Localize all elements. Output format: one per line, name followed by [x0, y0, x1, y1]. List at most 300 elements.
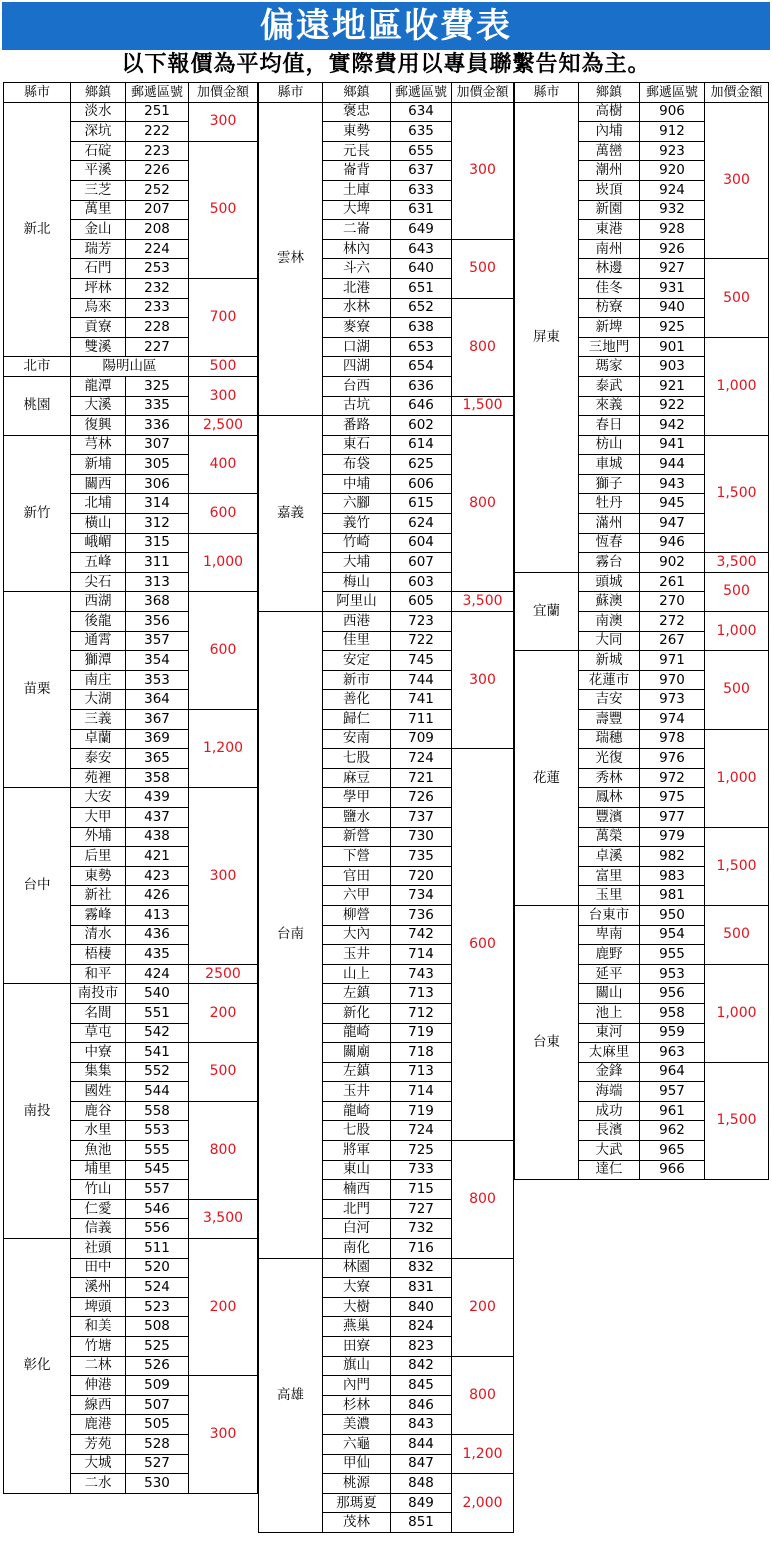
- zip-code: 555: [126, 1141, 189, 1161]
- town-name: 瑞芳: [71, 239, 126, 259]
- zip-code: 944: [640, 455, 705, 475]
- zip-code: 713: [391, 984, 452, 1004]
- zip-code: 223: [126, 141, 189, 161]
- zip-code: 735: [391, 847, 452, 867]
- town-name: 金山: [71, 220, 126, 240]
- county-name: 雲林: [259, 102, 323, 416]
- town-name: 內埔: [579, 122, 640, 142]
- town-name: 番路: [323, 416, 391, 436]
- zip-code: 603: [391, 572, 452, 592]
- table-row: [259, 102, 514, 122]
- surcharge-amount: 300: [189, 102, 258, 141]
- zip-code: 725: [391, 1141, 452, 1161]
- zip-code: 633: [391, 180, 452, 200]
- zip-code: 844: [391, 1434, 452, 1454]
- town-name: 新城: [579, 651, 640, 671]
- zip-code: 847: [391, 1454, 452, 1474]
- zip-code: 947: [640, 514, 705, 534]
- zip-code: 423: [126, 866, 189, 886]
- zip-code: 954: [640, 925, 705, 945]
- table-row: [4, 1239, 258, 1259]
- surcharge-amount: 600: [452, 749, 514, 1141]
- zip-code: 437: [126, 807, 189, 827]
- town-name: 雙溪: [71, 337, 126, 357]
- zip-code: 744: [391, 670, 452, 690]
- county-name: 花蓮: [515, 651, 579, 906]
- zip-code: 367: [126, 710, 189, 730]
- town-name: 新埔: [71, 455, 126, 475]
- town-name: 高樹: [579, 102, 640, 122]
- zip-code: 604: [391, 533, 452, 553]
- zip-code: 528: [126, 1434, 189, 1454]
- zip-code: 823: [391, 1337, 452, 1357]
- zip-code: 222: [126, 122, 189, 142]
- town-name: 北港: [323, 278, 391, 298]
- town-name: 大內: [323, 925, 391, 945]
- town-name: 龍崎: [323, 1101, 391, 1121]
- zip-code: 523: [126, 1297, 189, 1317]
- town-name: 五峰: [71, 553, 126, 573]
- zip-code: 435: [126, 945, 189, 965]
- zip-code: 312: [126, 514, 189, 534]
- town-name: 桃源: [323, 1474, 391, 1494]
- zip-code: 636: [391, 376, 452, 396]
- town-name: 達仁: [579, 1160, 640, 1180]
- town-name: 鹿野: [579, 945, 640, 965]
- zip-code: 643: [391, 239, 452, 259]
- header-zip: 郵遞區號: [640, 83, 705, 103]
- surcharge-amount: 500: [705, 572, 769, 611]
- town-name: 安定: [323, 651, 391, 671]
- zip-code: 943: [640, 474, 705, 494]
- zip-code: 720: [391, 866, 452, 886]
- zip-code: 714: [391, 1082, 452, 1102]
- surcharge-amount: 1,000: [189, 533, 258, 592]
- zip-code: 846: [391, 1395, 452, 1415]
- zip-code: 224: [126, 239, 189, 259]
- zip-code: 959: [640, 1023, 705, 1043]
- zip-code: 972: [640, 768, 705, 788]
- town-name: 名間: [71, 1003, 126, 1023]
- zip-code: 964: [640, 1062, 705, 1082]
- town-name: 關山: [579, 984, 640, 1004]
- zip-code: 736: [391, 905, 452, 925]
- town-name: 滿州: [579, 514, 640, 534]
- town-name: 竹塘: [71, 1337, 126, 1357]
- town-name: 貢寮: [71, 318, 126, 338]
- surcharge-amount: 400: [189, 435, 258, 494]
- table-row: [4, 102, 258, 122]
- town-name: 歸仁: [323, 710, 391, 730]
- table-row: [4, 357, 258, 377]
- town-name: 東勢: [71, 866, 126, 886]
- table-row: [4, 984, 258, 1004]
- town-name: 平溪: [71, 161, 126, 181]
- zip-code: 540: [126, 984, 189, 1004]
- zip-code: 228: [126, 318, 189, 338]
- zip-code: 638: [391, 318, 452, 338]
- zip-code: 426: [126, 886, 189, 906]
- town-name: 豐濱: [579, 807, 640, 827]
- zip-code: 640: [391, 259, 452, 279]
- zip-code: 925: [640, 318, 705, 338]
- town-name: 后里: [71, 847, 126, 867]
- town-name: 美濃: [323, 1415, 391, 1435]
- zip-code: 253: [126, 259, 189, 279]
- town-name: 學甲: [323, 788, 391, 808]
- town-name: 坪林: [71, 278, 126, 298]
- surcharge-amount: 800: [452, 1356, 514, 1434]
- table-header-row: [259, 83, 514, 103]
- surcharge-amount: 2,000: [452, 1474, 514, 1533]
- zip-code: 306: [126, 474, 189, 494]
- town-name: 後龍: [71, 612, 126, 632]
- town-name: 左鎮: [323, 984, 391, 1004]
- town-name: 鹿港: [71, 1415, 126, 1435]
- zip-code: 848: [391, 1474, 452, 1494]
- town-name: 東山: [323, 1160, 391, 1180]
- table-row: [259, 612, 514, 632]
- town-name: 新社: [71, 886, 126, 906]
- town-name: 中埔: [323, 474, 391, 494]
- town-name: 玉井: [323, 1082, 391, 1102]
- page-subtitle: 以下報價為平均值，實際費用以專員聯繫告知為主。: [121, 52, 651, 77]
- zip-code: 978: [640, 729, 705, 749]
- county-name: 苗栗: [4, 592, 71, 788]
- town-name: 埔里: [71, 1160, 126, 1180]
- town-name: 泰武: [579, 376, 640, 396]
- surcharge-amount: 3,500: [705, 553, 769, 573]
- town-name: 新市: [323, 670, 391, 690]
- surcharge-amount: 500: [452, 239, 514, 298]
- zip-code: 942: [640, 416, 705, 436]
- town-name: 尖石: [71, 572, 126, 592]
- zip-code: 976: [640, 749, 705, 769]
- zip-code: 926: [640, 239, 705, 259]
- town-name: 義竹: [323, 514, 391, 534]
- zip-code: 927: [640, 259, 705, 279]
- zip-code: 902: [640, 553, 705, 573]
- town-name: 瑪家: [579, 357, 640, 377]
- zip-code: 364: [126, 690, 189, 710]
- town-name: 花蓮市: [579, 670, 640, 690]
- town-name: 大同: [579, 631, 640, 651]
- header-zip: 郵遞區號: [126, 83, 189, 103]
- surcharge-amount: 1,500: [705, 827, 769, 905]
- town-name: 獅子: [579, 474, 640, 494]
- zip-code: 958: [640, 1003, 705, 1023]
- zip-code: 226: [126, 161, 189, 181]
- zip-code: 311: [126, 553, 189, 573]
- fee-table-column-2: [258, 82, 514, 1533]
- town-name: 卓蘭: [71, 729, 126, 749]
- town-name: 集集: [71, 1062, 126, 1082]
- surcharge-amount: 1,000: [705, 337, 769, 435]
- zip-code: 654: [391, 357, 452, 377]
- town-name: 草屯: [71, 1023, 126, 1043]
- town-name: 芎林: [71, 435, 126, 455]
- town-name: 陽明山區: [71, 357, 189, 377]
- zip-code: 315: [126, 533, 189, 553]
- town-name: 甲仙: [323, 1454, 391, 1474]
- town-name: 南澳: [579, 612, 640, 632]
- surcharge-amount: 600: [189, 494, 258, 533]
- town-name: 將軍: [323, 1141, 391, 1161]
- zip-code: 413: [126, 905, 189, 925]
- zip-code: 438: [126, 827, 189, 847]
- header-zip: 郵遞區號: [391, 83, 452, 103]
- zip-code: 901: [640, 337, 705, 357]
- zip-code: 553: [126, 1121, 189, 1141]
- surcharge-amount: 500: [705, 651, 769, 729]
- zip-code: 651: [391, 278, 452, 298]
- town-name: 田中: [71, 1258, 126, 1278]
- zip-code: 625: [391, 455, 452, 475]
- county-name: 南投: [4, 984, 71, 1239]
- town-name: 成功: [579, 1101, 640, 1121]
- town-name: 萬里: [71, 200, 126, 220]
- zip-code: 831: [391, 1278, 452, 1298]
- header-town: 鄉鎮: [71, 83, 126, 103]
- header-county: 縣市: [4, 83, 71, 103]
- surcharge-amount: 1,500: [705, 1062, 769, 1180]
- town-name: 通霄: [71, 631, 126, 651]
- zip-code: 982: [640, 847, 705, 867]
- town-name: 楠西: [323, 1180, 391, 1200]
- zip-code: 966: [640, 1160, 705, 1180]
- zip-code: 357: [126, 631, 189, 651]
- zip-code: 955: [640, 945, 705, 965]
- zip-code: 270: [640, 592, 705, 612]
- town-name: 和美: [71, 1317, 126, 1337]
- town-name: 埤頭: [71, 1297, 126, 1317]
- zip-code: 742: [391, 925, 452, 945]
- town-name: 下營: [323, 847, 391, 867]
- zip-code: 354: [126, 651, 189, 671]
- county-name: 台東: [515, 905, 579, 1179]
- town-name: 林內: [323, 239, 391, 259]
- town-name: 車城: [579, 455, 640, 475]
- town-name: 橫山: [71, 514, 126, 534]
- zip-code: 233: [126, 298, 189, 318]
- town-name: 枋山: [579, 435, 640, 455]
- surcharge-amount: 1,000: [705, 612, 769, 651]
- town-name: 北埔: [71, 494, 126, 514]
- zip-code: 923: [640, 141, 705, 161]
- town-name: 外埔: [71, 827, 126, 847]
- zip-code: 551: [126, 1003, 189, 1023]
- town-name: 大湖: [71, 690, 126, 710]
- surcharge-amount: 2500: [189, 964, 258, 984]
- zip-code: 946: [640, 533, 705, 553]
- surcharge-amount: 500: [705, 259, 769, 337]
- zip-code: 718: [391, 1043, 452, 1063]
- town-name: 佳冬: [579, 278, 640, 298]
- zip-code: 973: [640, 690, 705, 710]
- county-name: 新北: [4, 102, 71, 357]
- zip-code: 544: [126, 1082, 189, 1102]
- table-row: [4, 435, 258, 455]
- zip-code: 737: [391, 807, 452, 827]
- county-name: 高雄: [259, 1258, 323, 1532]
- county-name: 新竹: [4, 435, 71, 592]
- surcharge-amount: 800: [452, 416, 514, 592]
- county-name: 嘉義: [259, 416, 323, 612]
- town-name: 口湖: [323, 337, 391, 357]
- zip-code: 251: [126, 102, 189, 122]
- zip-code: 712: [391, 1003, 452, 1023]
- town-name: 台東市: [579, 905, 640, 925]
- town-name: 南投市: [71, 984, 126, 1004]
- zip-code: 314: [126, 494, 189, 514]
- town-name: 深坑: [71, 122, 126, 142]
- town-name: 瑞穗: [579, 729, 640, 749]
- town-name: 苑裡: [71, 768, 126, 788]
- zip-code: 646: [391, 396, 452, 416]
- town-name: 大城: [71, 1454, 126, 1474]
- zip-code: 924: [640, 180, 705, 200]
- table-row: [515, 905, 769, 925]
- fee-table-column-3: [514, 82, 769, 1180]
- town-name: 卓溪: [579, 847, 640, 867]
- zip-code: 711: [391, 710, 452, 730]
- zip-code: 325: [126, 376, 189, 396]
- town-name: 大溪: [71, 396, 126, 416]
- zip-code: 974: [640, 710, 705, 730]
- town-name: 左鎮: [323, 1062, 391, 1082]
- zip-code: 745: [391, 651, 452, 671]
- zip-code: 552: [126, 1062, 189, 1082]
- town-name: 秀林: [579, 768, 640, 788]
- town-name: 烏來: [71, 298, 126, 318]
- town-name: 東港: [579, 220, 640, 240]
- town-name: 斗六: [323, 259, 391, 279]
- zip-code: 365: [126, 749, 189, 769]
- surcharge-amount: 300: [189, 788, 258, 964]
- zip-code: 732: [391, 1219, 452, 1239]
- town-name: 那瑪夏: [323, 1493, 391, 1513]
- zip-code: 524: [126, 1278, 189, 1298]
- town-name: 延平: [579, 964, 640, 984]
- zip-code: 730: [391, 827, 452, 847]
- zip-code: 724: [391, 1121, 452, 1141]
- town-name: 潮州: [579, 161, 640, 181]
- town-name: 梅山: [323, 572, 391, 592]
- zip-code: 723: [391, 612, 452, 632]
- zip-code: 716: [391, 1239, 452, 1259]
- zip-code: 962: [640, 1121, 705, 1141]
- town-name: 柳營: [323, 905, 391, 925]
- town-name: 新化: [323, 1003, 391, 1023]
- surcharge-amount: 300: [189, 1376, 258, 1494]
- town-name: 南州: [579, 239, 640, 259]
- zip-code: 715: [391, 1180, 452, 1200]
- town-name: 中寮: [71, 1043, 126, 1063]
- zip-code: 252: [126, 180, 189, 200]
- zip-code: 655: [391, 141, 452, 161]
- town-name: 杉林: [323, 1395, 391, 1415]
- zip-code: 722: [391, 631, 452, 651]
- header-county: 縣市: [515, 83, 579, 103]
- town-name: 國姓: [71, 1082, 126, 1102]
- zip-code: 922: [640, 396, 705, 416]
- surcharge-amount: 300: [452, 102, 514, 239]
- zip-code: 439: [126, 788, 189, 808]
- town-name: 頭城: [579, 572, 640, 592]
- table-row: [4, 788, 258, 808]
- surcharge-amount: 200: [452, 1258, 514, 1356]
- zip-code: 734: [391, 886, 452, 906]
- town-name: 西湖: [71, 592, 126, 612]
- zip-code: 741: [391, 690, 452, 710]
- town-name: 新園: [579, 200, 640, 220]
- town-name: 六龜: [323, 1434, 391, 1454]
- surcharge-amount: 500: [189, 1043, 258, 1102]
- town-name: 茂林: [323, 1513, 391, 1533]
- zip-code: 932: [640, 200, 705, 220]
- zip-code: 635: [391, 122, 452, 142]
- surcharge-amount: 200: [189, 984, 258, 1043]
- zip-code: 842: [391, 1356, 452, 1376]
- town-name: 阿里山: [323, 592, 391, 612]
- town-name: 崙背: [323, 161, 391, 181]
- town-name: 玉井: [323, 945, 391, 965]
- town-name: 壽豐: [579, 710, 640, 730]
- town-name: 獅潭: [71, 651, 126, 671]
- fee-table-column-1: [3, 82, 258, 1494]
- header-town: 鄉鎮: [579, 83, 640, 103]
- town-name: 伸港: [71, 1376, 126, 1396]
- table-row: [259, 416, 514, 436]
- county-name: 彰化: [4, 1239, 71, 1494]
- town-name: 竹山: [71, 1180, 126, 1200]
- surcharge-amount: 200: [189, 1239, 258, 1376]
- zip-code: 970: [640, 670, 705, 690]
- zip-code: 624: [391, 514, 452, 534]
- town-name: 蘇澳: [579, 592, 640, 612]
- surcharge-amount: 600: [189, 592, 258, 710]
- zip-code: 546: [126, 1199, 189, 1219]
- town-name: 來義: [579, 396, 640, 416]
- surcharge-amount: 500: [189, 357, 258, 377]
- town-name: 龍崎: [323, 1023, 391, 1043]
- town-name: 林園: [323, 1258, 391, 1278]
- zip-code: 305: [126, 455, 189, 475]
- zip-code: 849: [391, 1493, 452, 1513]
- town-name: 二林: [71, 1356, 126, 1376]
- town-name: 和平: [71, 964, 126, 984]
- zip-code: 556: [126, 1219, 189, 1239]
- town-name: 萬榮: [579, 827, 640, 847]
- table-row: [4, 376, 258, 396]
- town-name: 峨嵋: [71, 533, 126, 553]
- town-name: 南庄: [71, 670, 126, 690]
- surcharge-amount: 1,500: [452, 396, 514, 416]
- town-name: 大埤: [323, 200, 391, 220]
- county-name: 宜蘭: [515, 572, 579, 650]
- zip-code: 526: [126, 1356, 189, 1376]
- town-name: 光復: [579, 749, 640, 769]
- county-name: 台南: [259, 612, 323, 1259]
- town-name: 枋寮: [579, 298, 640, 318]
- zip-code: 267: [640, 631, 705, 651]
- town-name: 太麻里: [579, 1043, 640, 1063]
- town-name: 七股: [323, 749, 391, 769]
- town-name: 線西: [71, 1395, 126, 1415]
- zip-code: 607: [391, 553, 452, 573]
- zip-code: 981: [640, 886, 705, 906]
- zip-code: 336: [126, 416, 189, 436]
